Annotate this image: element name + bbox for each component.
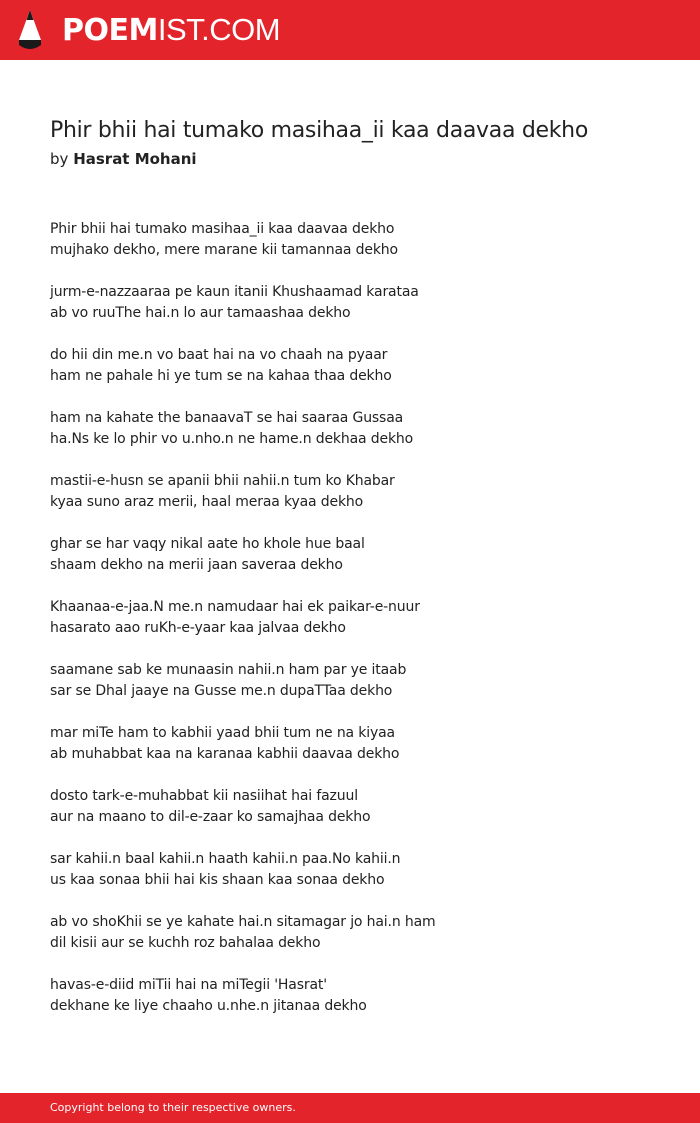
poem-line: ham ne pahale hi ye tum se na kahaa thaa dekho [50,368,392,384]
poem-line: mujhako dekho, mere marane kii tamannaa dekho [50,242,398,258]
poem-line: ab vo shoKhii se ye kahate hai.n sitamagar jo hai.n ham [50,914,436,930]
poem-line: jurm-e-nazzaaraa pe kaun itanii Khushaamad karataa [50,284,419,300]
stanza [50,534,670,576]
poem-line: ghar se har vaqy nikal aate ho khole hue baal [50,536,365,552]
poem-line: ab muhabbat kaa na karanaa kabhii daavaa dekho [50,746,400,762]
by-label: by [50,150,69,168]
logo-bold-text: POEM [62,13,158,48]
poem-line: mastii-e-husn se apanii bhii nahii.n tum ko Khabar [50,473,395,489]
site-header [0,0,700,60]
poem-line: kyaa suno araz merii, haal meraa kyaa dekho [50,494,364,510]
poem-line: aur na maano to dil-e-zaar ko samajhaa dekho [50,809,371,825]
poem-line: ab vo ruuThe hai.n lo aur tamaashaa dekho [50,305,351,321]
poem-line: dosto tark-e-muhabbat kii nasiihat hai fazuul [50,788,358,804]
poem-line: Phir bhii hai tumako masihaa_ii kaa daavaa dekho [50,221,395,237]
poem-line: mar miTe ham to kabhii yaad bhii tum ne na kiyaa [50,725,395,741]
poem-line: ham na kahate the banaavaT se hai saaraa Gussaa [50,410,404,426]
poem-line: dil kisii aur se kuchh roz bahalaa dekho [50,935,321,951]
stanza [50,849,670,891]
poem-body [50,219,670,1038]
poem-line: ha.Ns ke lo phir vo u.nho.n ne hame.n dekhaa dekho [50,431,414,447]
poem-line: havas-e-diid miTii hai na miTegii 'Hasrat' [50,977,327,993]
stanza [50,723,670,765]
pencil-tip-icon[interactable] [19,10,41,51]
poem-line: dekhane ke liye chaaho u.nhe.n jitanaa dekho [50,998,367,1014]
stanza [50,471,670,513]
poem-title: Phir bhii hai tumako masihaa_ii kaa daavaa dekho [50,118,588,143]
stanza [50,912,670,954]
stanza [50,345,670,387]
poem-line: us kaa sonaa bhii hai kis shaan kaa sonaa dekho [50,872,385,888]
copyright-text: Copyright belong to their respective owners. [50,1101,296,1114]
stanza [50,219,670,261]
stanza [50,282,670,324]
author-name: Hasrat Mohani [73,150,197,168]
stanza [50,597,670,639]
stanza [50,975,670,1017]
byline [50,149,197,169]
stanza [50,408,670,450]
poem-line: sar kahii.n baal kahii.n haath kahii.n paa.No kahii.n [50,851,401,867]
poem-line: saamane sab ke munaasin nahii.n ham par ye itaab [50,662,407,678]
stanza [50,660,670,702]
poem-line: shaam dekho na merii jaan saveraa dekho [50,557,343,573]
poem-line: sar se Dhal jaaye na Gusse me.n dupaTTaa dekho [50,683,393,699]
poem-line: hasarato aao ruKh-e-yaar kaa jalvaa dekho [50,620,346,636]
site-logo[interactable] [62,10,280,50]
poem-line: Khaanaa-e-jaa.N me.n namudaar hai ek paikar-e-nuur [50,599,420,615]
poem-line: do hii din me.n vo baat hai na vo chaah na pyaar [50,347,388,363]
stanza [50,786,670,828]
logo-light-text: IST.COM [157,12,281,47]
site-footer [0,1093,700,1123]
